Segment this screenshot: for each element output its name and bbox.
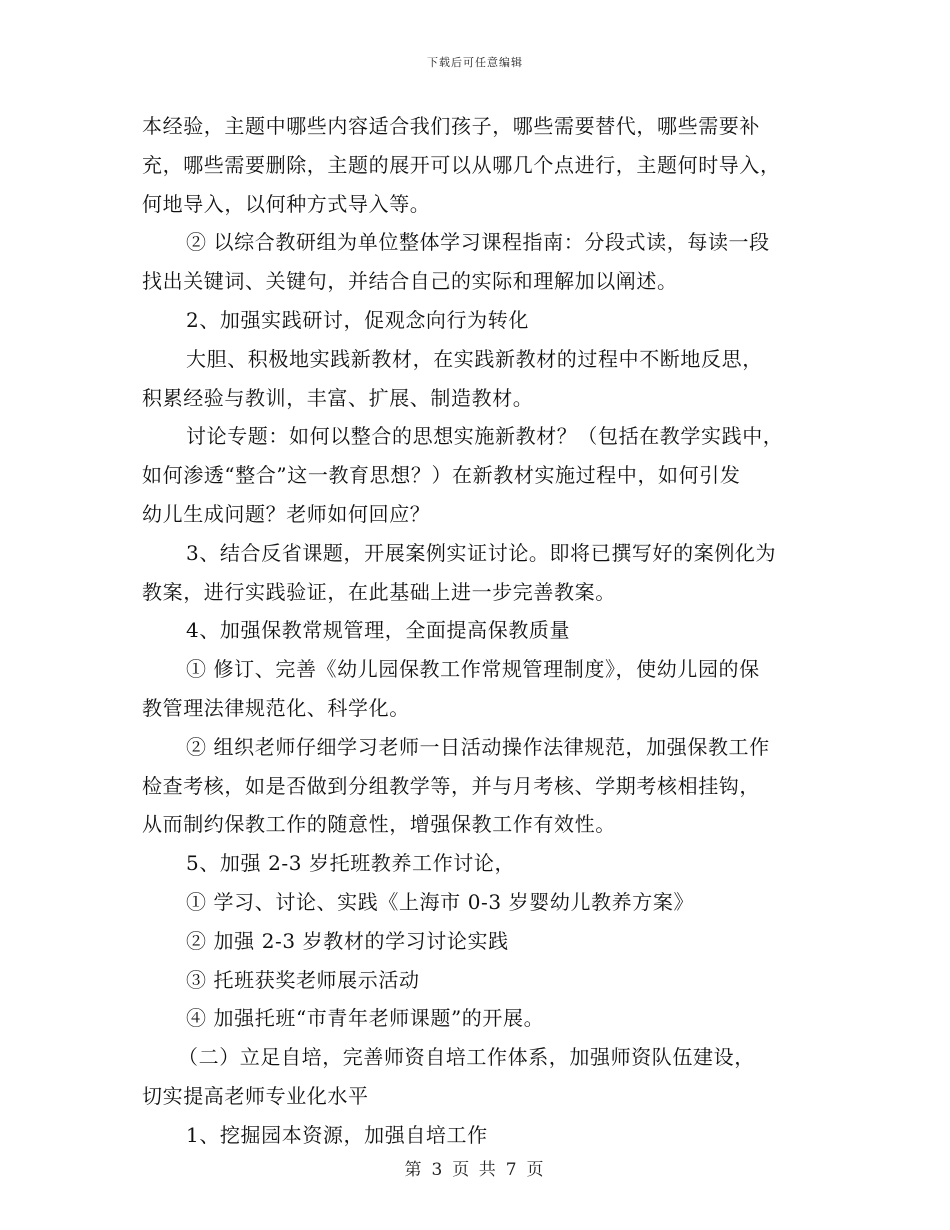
footer-suffix: 页 [526, 1160, 546, 1180]
footer-prefix: 第 [404, 1160, 424, 1180]
body-line: 讨论专题：如何以整合的思想实施新教材？（包括在教学实践中， [186, 424, 784, 449]
body-line: 找出关键词、关键句，并结合自己的实际和理解加以阐述。 [142, 269, 678, 294]
body-line: （二）立足自培，完善师资自培工作体系，加强师资队伍建设， [178, 1045, 755, 1070]
page-footer [0, 1155, 950, 1180]
body-line: 充，哪些需要删除，主题的展开可以从哪几个点进行，主题何时导入， [142, 152, 781, 177]
body-line: ② 加强 2-3 岁教材的学习讨论实践 [186, 928, 509, 953]
body-line: 教案，进行实践验证，在此基础上进一步完善教案。 [142, 579, 616, 604]
body-line: ② 以综合教研组为单位整体学习课程指南：分段式读，每读一段 [186, 230, 770, 255]
body-line: 4、加强保教常规管理，全面提高保教质量 [186, 618, 571, 643]
body-line: 1、挖掘园本资源，加强自培工作 [186, 1122, 488, 1147]
body-line: 5、加强 2-3 岁托班教养工作讨论， [186, 851, 516, 876]
body-line: ① 学习、讨论、实践《上海市 0-3 岁婴幼儿教养方案》 [186, 889, 695, 914]
page-header: 下载后可任意编辑 [427, 56, 523, 69]
body-line: 3、结合反省课题，开展案例实证讨论。即将已撰写好的案例化为 [186, 540, 777, 565]
body-line: 积累经验与教训，丰富、扩展、制造教材。 [142, 385, 534, 410]
body-line: 从而制约保教工作的随意性，增强保教工作有效性。 [142, 812, 616, 837]
document-body [142, 107, 812, 1155]
body-line: ③ 托班获奖老师展示活动 [186, 967, 420, 992]
body-line: ① 修订、完善《幼儿园保教工作常规管理制度》，使幼儿园的保 [186, 657, 760, 682]
body-line: 检查考核，如是否做到分组教学等，并与月考核、学期考核相挂钩， [142, 773, 760, 798]
body-line: 2、加强实践研讨，促观念向行为转化 [186, 307, 529, 332]
footer-middle: 页 共 [452, 1160, 498, 1180]
body-line: ④ 加强托班“市青年老师课题”的开展。 [186, 1006, 545, 1031]
body-line: 切实提高老师专业化水平 [142, 1083, 369, 1108]
body-line: 教管理法律规范化、科学化。 [142, 695, 410, 720]
body-line: ② 组织老师仔细学习老师一日活动操作法律规范，加强保教工作 [186, 734, 770, 759]
body-line: 何地导入，以何种方式导入等。 [142, 191, 431, 216]
body-line: 大胆、积极地实践新教材，在实践新教材的过程中不断地反思， [186, 346, 763, 371]
body-line: 本经验，主题中哪些内容适合我们孩子，哪些需要替代，哪些需要补 [142, 114, 760, 138]
footer-total-pages: 7 [505, 1160, 519, 1180]
footer-page-number: 3 [431, 1160, 445, 1180]
body-line: 幼儿生成问题？老师如何回应？ [142, 501, 431, 526]
body-line: 如何渗透“整合”这一教育思想？）在新教材实施过程中，如何引发 [142, 463, 741, 488]
